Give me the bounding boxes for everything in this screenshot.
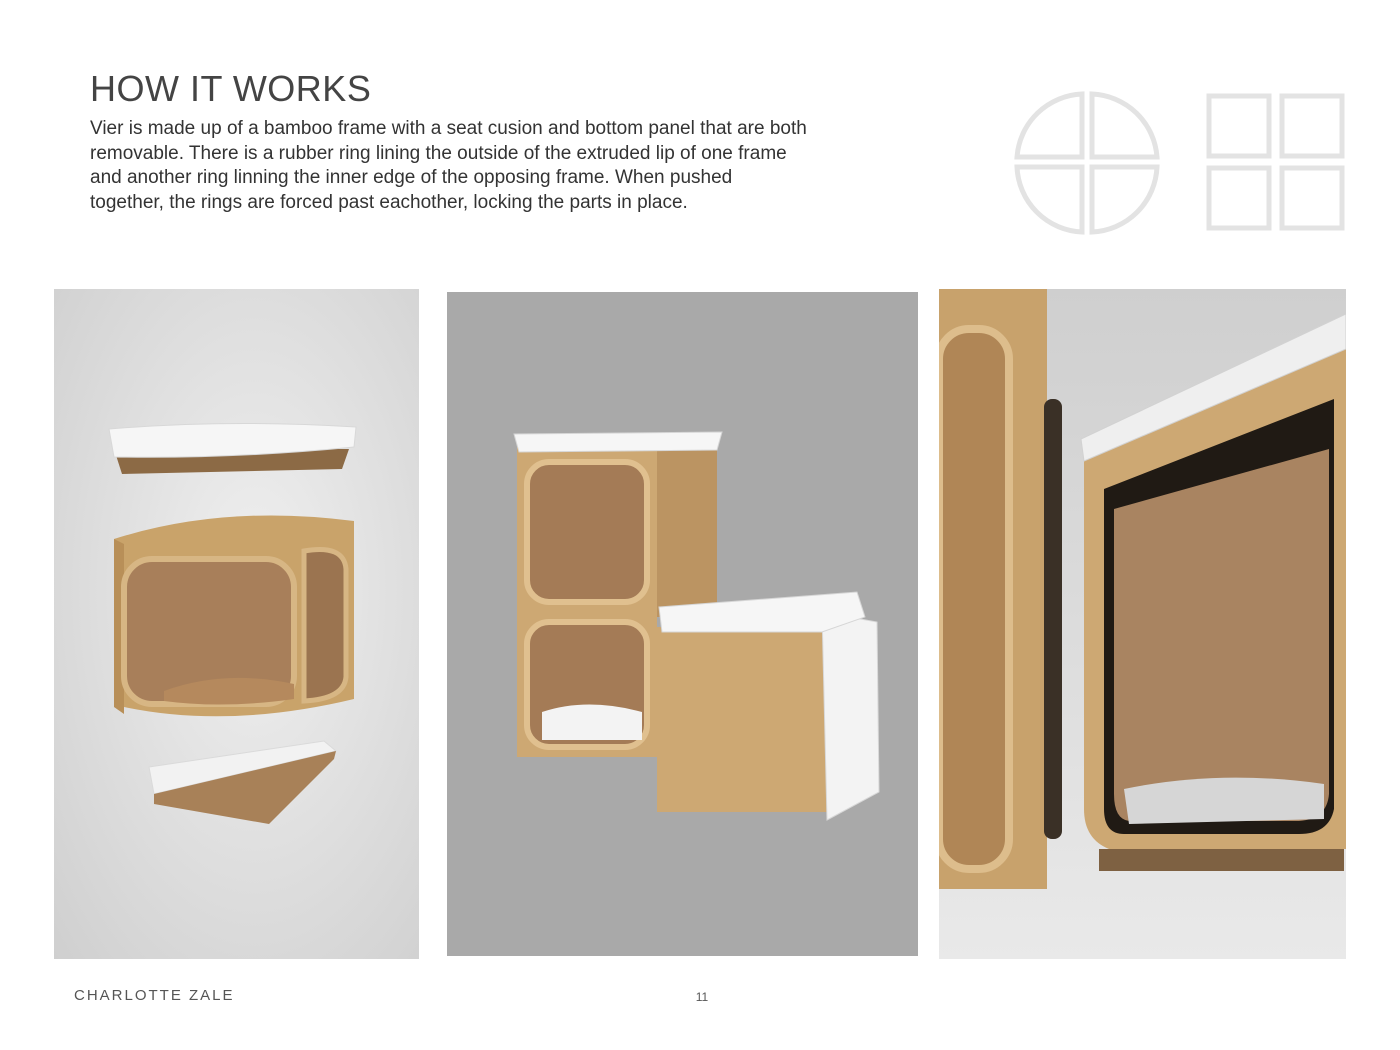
description-text: Vier is made up of a bamboo frame with a seat cusion and bottom panel that are both removable. There is a rubber ring lining the outside of the extruded lip of one frame and another ring linning the inner edge of the opposing frame. When pushed together, the rings are forced past eachother, locking the parts in place. — [90, 118, 807, 213]
quartered-circle-icon — [1017, 94, 1157, 232]
stacked-configuration-render — [447, 292, 918, 956]
bamboo-frame — [114, 515, 354, 716]
four-squares-icon — [1209, 96, 1342, 228]
page-title: HOW IT WORKS — [90, 68, 372, 109]
left-frame — [939, 289, 1062, 889]
right-frame — [1081, 314, 1346, 871]
exploded-view-render — [54, 289, 419, 959]
bottom-panel — [149, 741, 336, 824]
ring-joint-closeup-render — [939, 289, 1346, 959]
seat-cushion — [109, 423, 356, 474]
shape-icons — [1012, 88, 1352, 238]
side-cube — [657, 592, 879, 820]
author-name: CHARLOTTE ZALE — [74, 987, 235, 1004]
page-number: 11 — [695, 990, 709, 1004]
